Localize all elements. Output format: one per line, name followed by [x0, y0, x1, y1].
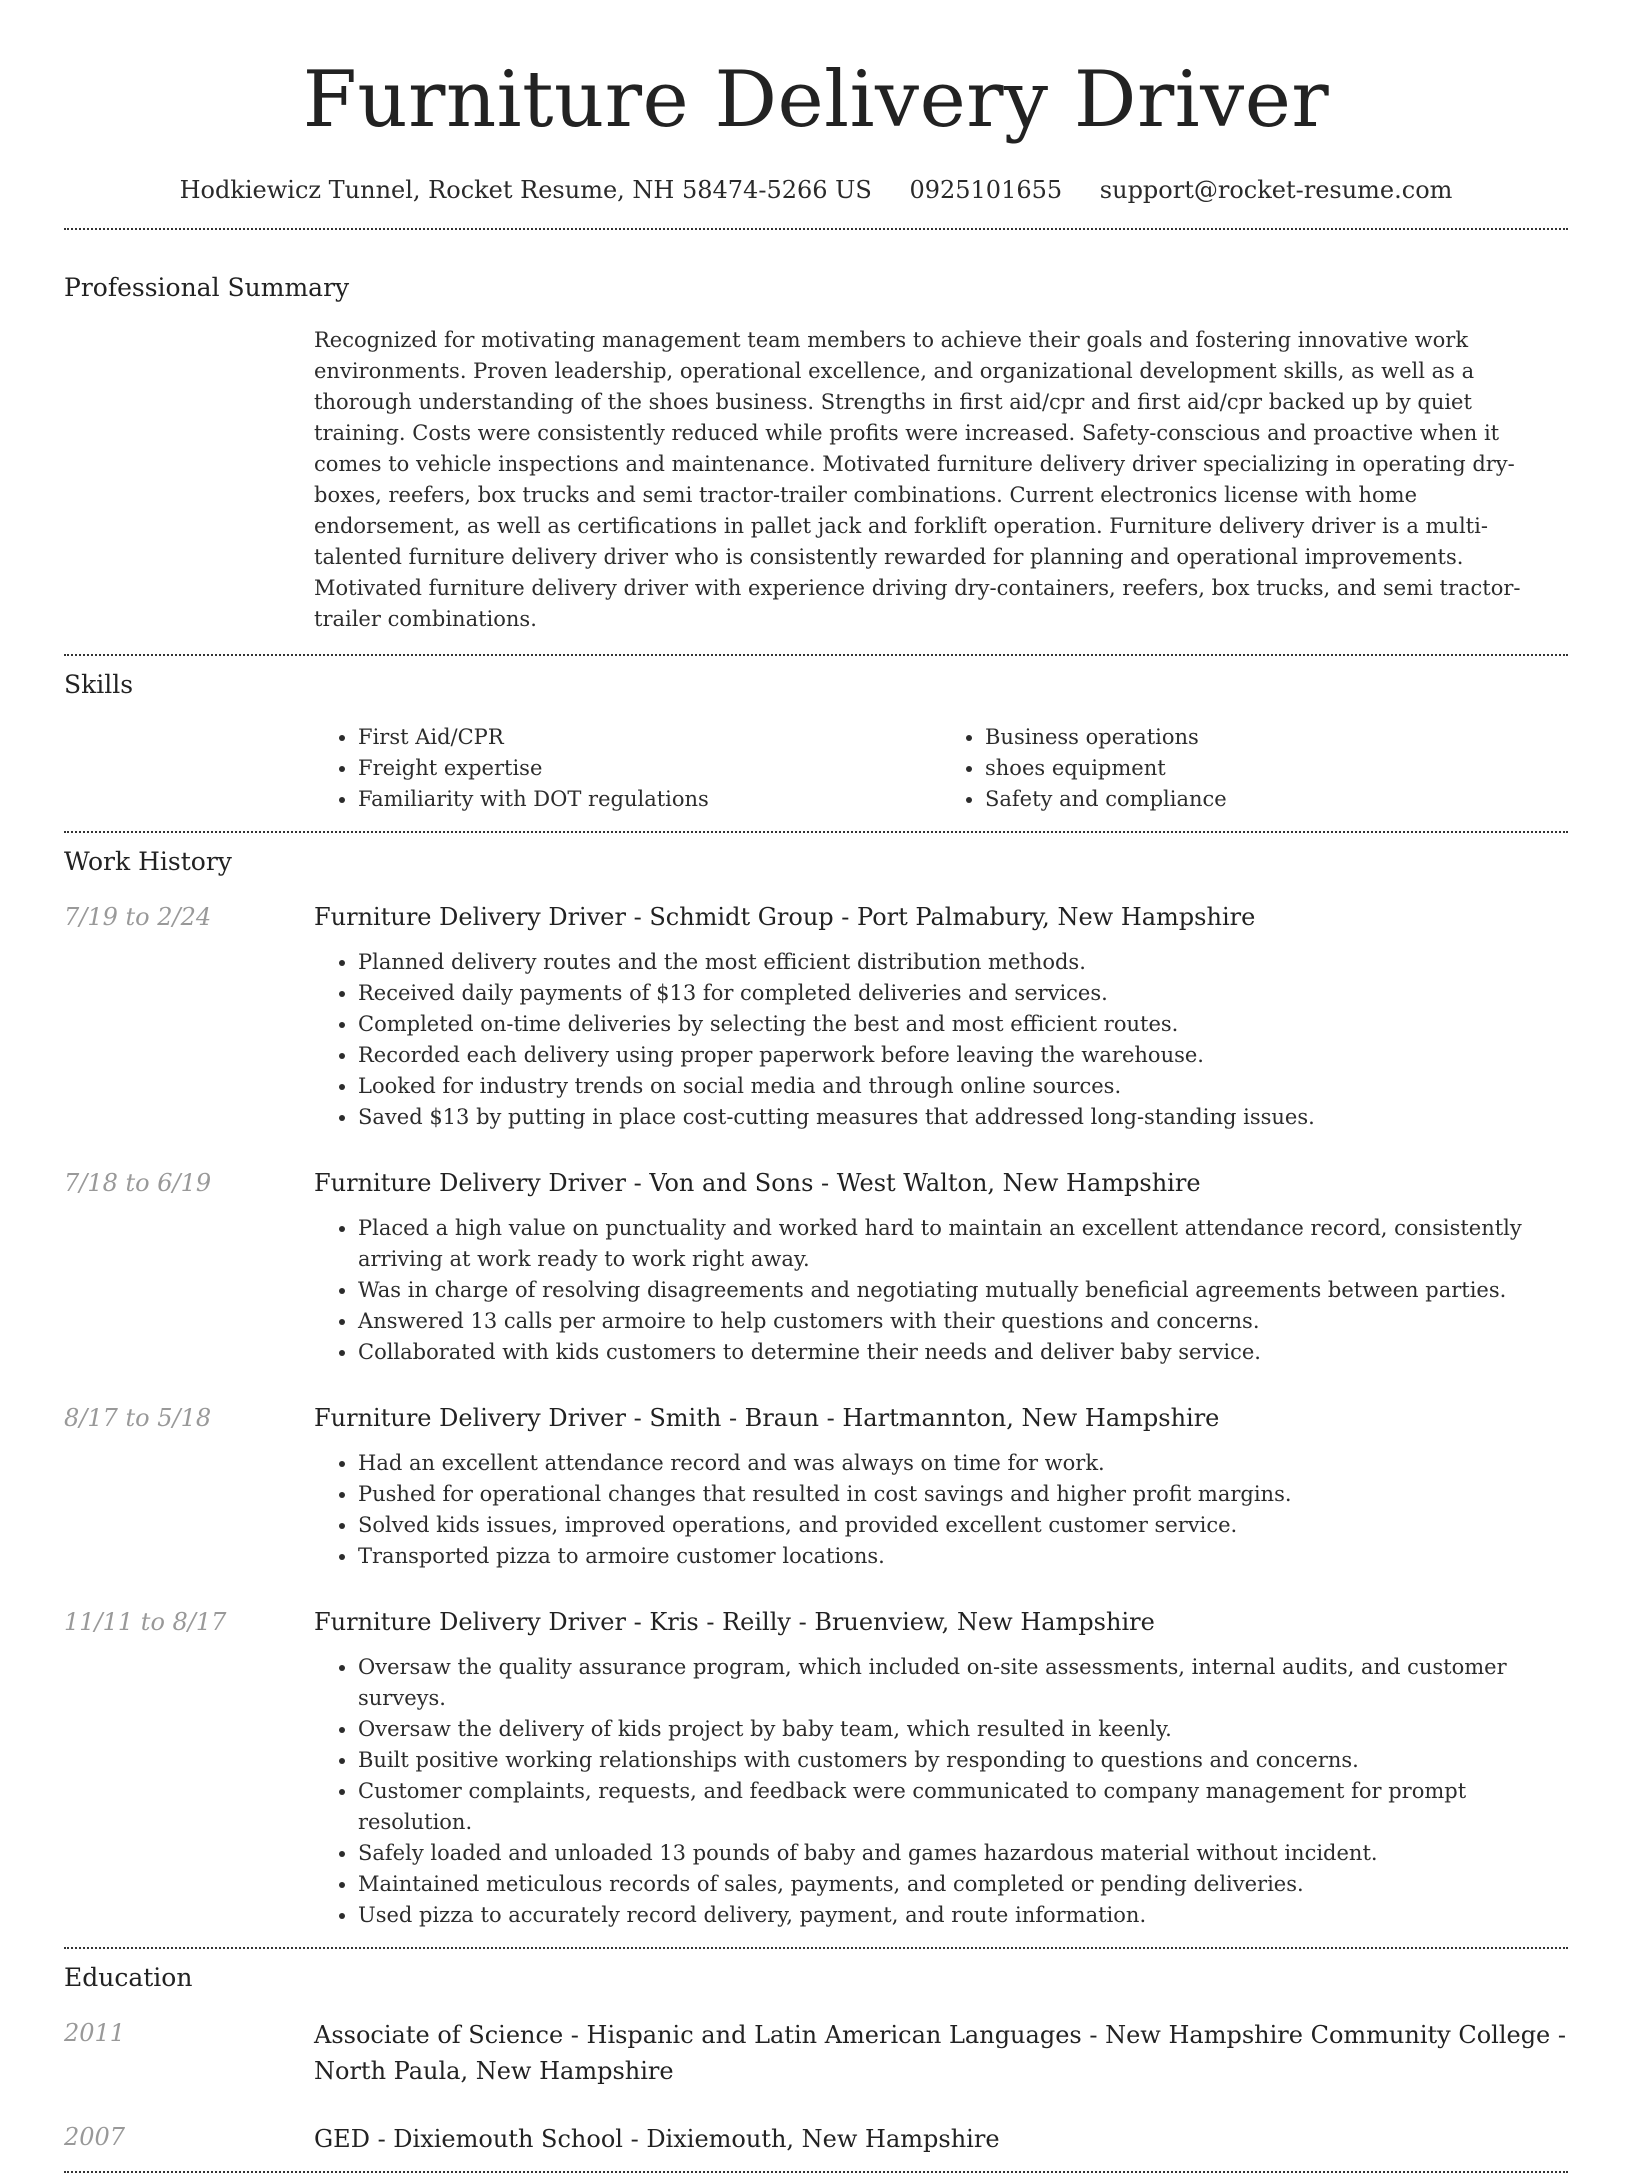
job-bullet: • Received daily payments of $13 for completed deliveries and services. — [358, 978, 1568, 1009]
job-dates: 7/18 to 6/19 — [64, 1169, 212, 1197]
job-bullet: • Looked for industry trends on social media and through online sources. — [358, 1071, 1568, 1102]
job-bullet: • Solved kids issues, improved operations, and provided excellent customer service. — [358, 1510, 1568, 1541]
summary-text: Recognized for motivating management team members to achieve their goals and fostering innovative work environments. Proven leadership, operational excellence, and organizational development skills, as well as a thorough understanding of the shoes business. Strengths in first aid/cpr and first aid/cpr backed up by quiet training. Costs were consistently reduced while profits were increased. Safety-conscious and proactive when it comes to vehicle inspections and maintenance. Motivated furniture delivery driver specializing in operating dry-boxes, reefers, box trucks and semi tractor-trailer combinations. Current electronics license with home endorsement, as well as certifications in pallet jack and forklift operation. Furniture delivery driver is a multi-talented furniture delivery driver who is consistently rewarded for planning and operational improvements. Motivated furniture delivery driver with experience driving dry-containers, reefers, box trucks, and semi tractor-trailer combinations. — [314, 328, 1521, 631]
job-bullet: • Pushed for operational changes that resulted in cost savings and higher profit margins. — [358, 1479, 1568, 1510]
job-bullet: • Safely loaded and unloaded 13 pounds of baby and games hazardous material without incident. — [358, 1838, 1568, 1869]
job-title: Furniture Delivery Driver - Smith - Braun - Hartmannton, New Hampshire — [314, 1404, 1220, 1432]
job-dates: 7/19 to 2/24 — [64, 903, 212, 931]
resume-title: Furniture Delivery Driver — [302, 55, 1330, 145]
contact-line — [64, 174, 1568, 206]
section-divider — [64, 1947, 1568, 1949]
skill-item: • Safety and compliance — [985, 784, 1568, 815]
education-school: - New Hampshire Community College - North Paula, New Hampshire — [314, 2021, 1566, 2085]
job-bullet: • Built positive working relationships with customers by responding to questions and concerns. — [358, 1745, 1568, 1776]
education-entry — [64, 2017, 1568, 2089]
skills-row — [64, 722, 1568, 815]
job-bullet: • Maintained meticulous records of sales, payments, and completed or pending deliveries. — [358, 1869, 1568, 1900]
contact-address: Hodkiewicz Tunnel, Rocket Resume, NH 58474-5266 US — [179, 176, 872, 204]
job-bullet: • Had an excellent attendance record and was always on time for work. — [358, 1448, 1568, 1479]
resume-page — [64, 0, 1568, 2173]
skills-list-left — [314, 722, 941, 815]
job-entry — [64, 1606, 1568, 1931]
job-title: Furniture Delivery Driver - Von and Sons - West Walton, New Hampshire — [314, 1169, 1201, 1197]
job-entry — [64, 901, 1568, 1133]
job-bullet: • Customer complaints, requests, and feedback were communicated to company management for prompt resolution. — [358, 1776, 1568, 1838]
job-dates: 11/11 to 8/17 — [64, 1608, 227, 1636]
section-heading-summary: Professional Summary — [64, 273, 350, 302]
skill-item: • shoes equipment — [985, 753, 1568, 784]
section-heading-skills: Skills — [64, 670, 134, 699]
job-dates: 8/17 to 5/18 — [64, 1404, 212, 1432]
job-bullet: • Was in charge of resolving disagreements and negotiating mutually beneficial agreements between parties. — [358, 1275, 1568, 1306]
summary-row — [64, 325, 1568, 635]
section-divider — [64, 228, 1568, 230]
job-bullets — [314, 947, 1568, 1133]
job-bullet: • Recorded each delivery using proper paperwork before leaving the warehouse. — [358, 1040, 1568, 1071]
contact-phone: 0925101655 — [909, 176, 1063, 204]
job-bullet: • Completed on-time deliveries by selecting the best and most efficient routes. — [358, 1009, 1568, 1040]
job-entry — [64, 1402, 1568, 1572]
education-title — [314, 2121, 1568, 2157]
job-bullets — [314, 1652, 1568, 1931]
education-school: - Dixiemouth School - Dixiemouth, New Hampshire — [369, 2125, 1000, 2153]
job-bullet: • Used pizza to accurately record delivery, payment, and route information. — [358, 1900, 1568, 1931]
education-degree: GED — [314, 2125, 370, 2153]
job-bullets — [314, 1213, 1568, 1368]
job-bullet: • Saved $13 by putting in place cost-cutting measures that addressed long-standing issues. — [358, 1102, 1568, 1133]
skill-item: • Freight expertise — [358, 753, 941, 784]
job-bullet: • Placed a high value on punctuality and worked hard to maintain an excellent attendance record, consistently arriving at work ready to work right away. — [358, 1213, 1568, 1275]
job-bullet: • Planned delivery routes and the most efficient distribution methods. — [358, 947, 1568, 978]
job-bullet: • Oversaw the quality assurance program, which included on-site assessments, internal audits, and customer surveys. — [358, 1652, 1568, 1714]
job-title: Furniture Delivery Driver - Schmidt Group - Port Palmabury, New Hampshire — [314, 903, 1256, 931]
section-heading-education: Education — [64, 1963, 193, 1992]
job-bullet: • Collaborated with kids customers to determine their needs and deliver baby service. — [358, 1337, 1568, 1368]
education-year: 2007 — [64, 2123, 126, 2151]
education-degree: Associate of Science - Hispanic and Latin American Languages — [314, 2021, 1082, 2049]
skill-item: • Familiarity with DOT regulations — [358, 784, 941, 815]
skills-columns — [314, 722, 1568, 815]
job-entry — [64, 1167, 1568, 1368]
section-divider — [64, 831, 1568, 833]
skills-list-right — [941, 722, 1568, 815]
skill-item: • First Aid/CPR — [358, 722, 941, 753]
job-title: Furniture Delivery Driver - Kris - Reilly - Bruenview, New Hampshire — [314, 1608, 1155, 1636]
skill-item: • Business operations — [985, 722, 1568, 753]
job-bullet: • Oversaw the delivery of kids project by baby team, which resulted in keenly. — [358, 1714, 1568, 1745]
education-entry — [64, 2121, 1568, 2157]
section-heading-work: Work History — [64, 847, 232, 876]
section-divider — [64, 654, 1568, 656]
contact-email: support@rocket-resume.com — [1099, 176, 1453, 204]
job-bullets — [314, 1448, 1568, 1572]
education-title — [314, 2017, 1568, 2089]
education-year: 2011 — [64, 2019, 126, 2047]
job-bullet: • Transported pizza to armoire customer locations. — [358, 1541, 1568, 1572]
job-bullet: • Answered 13 calls per armoire to help customers with their questions and concerns. — [358, 1306, 1568, 1337]
